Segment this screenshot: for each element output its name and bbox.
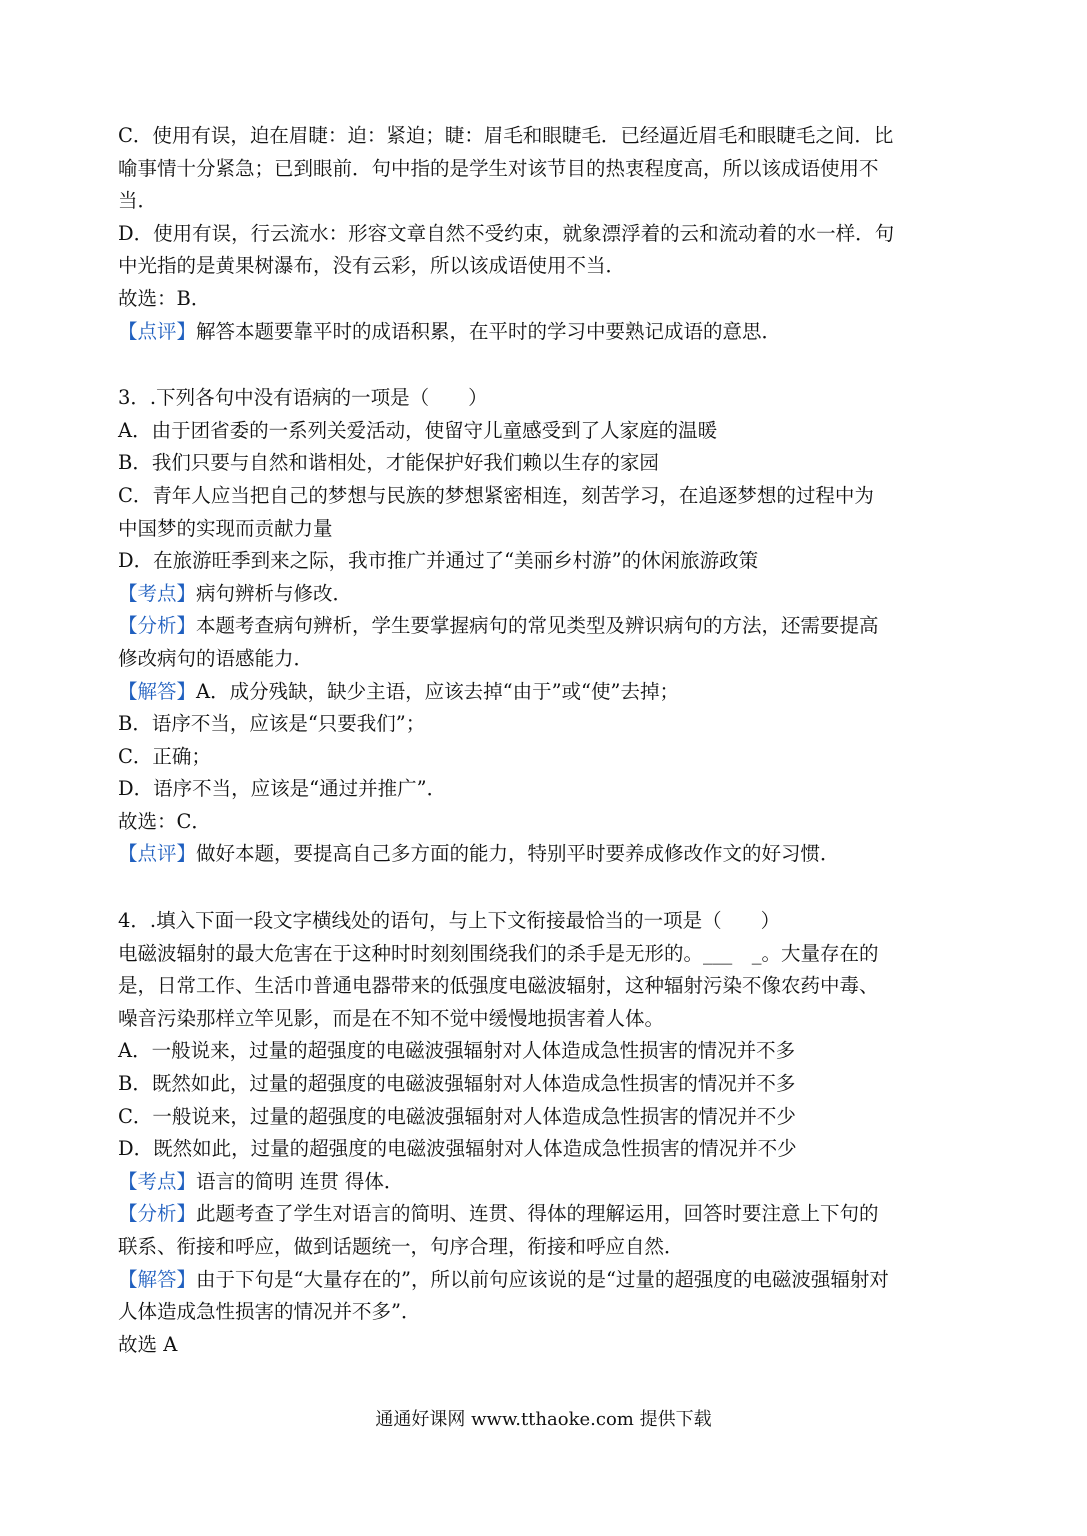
line-text: B．语序不当，应该是“只要我们”； (118, 712, 426, 736)
line-text: 喻事情十分紧急；已到眼前．句中指的是学生对该节目的热衷程度高，所以该成语使用不 (118, 156, 879, 180)
text-line (118, 970, 974, 1003)
line-text: C．青年人应当把自己的梦想与民族的梦想紧密相连，刻苦学习，在追逐梦想的过程中为 (118, 483, 874, 507)
text-line (118, 513, 974, 546)
text-line (118, 316, 974, 349)
text-line (118, 250, 974, 283)
text-line (118, 120, 974, 153)
line-text: B．既然如此，过量的超强度的电磁波强辐射对人体造成急性损害的情况并不多 (118, 1072, 796, 1096)
text-line (118, 938, 974, 971)
text-line (118, 1264, 974, 1297)
text-line (118, 1035, 974, 1068)
text-line (118, 773, 974, 806)
line-text: 是，日常工作、生活巾普通电器带来的低强度电磁波辐射，这种辐射污染不像农药中毒、 (118, 974, 879, 998)
text-line (118, 1133, 974, 1166)
line-text: C．正确； (118, 744, 211, 768)
text-line (118, 905, 974, 938)
text-line (118, 382, 974, 415)
text-line (118, 1068, 974, 1101)
section-tag: 【解答】 (118, 679, 197, 703)
text-line (118, 415, 974, 448)
line-text: D．既然如此，过量的超强度的电磁波强辐射对人体造成急性损害的情况并不少 (118, 1137, 797, 1161)
section-tag: 【分析】 (118, 1202, 197, 1226)
line-text: 本题考查病句辨析，学生要掌握病句的常见类型及辨识病句的方法，还需要提高 (196, 614, 879, 638)
document-body (118, 120, 974, 1361)
section-tag: 【考点】 (118, 581, 197, 605)
text-line (118, 708, 974, 741)
text-line (118, 480, 974, 513)
text-line (118, 643, 974, 676)
text-line (118, 1198, 974, 1231)
line-text: 电磁波辐射的最大危害在于这种时时刻刻围绕我们的杀手是无形的。___ _。大量存在的 (118, 941, 879, 965)
text-line (118, 1003, 974, 1036)
text-line (118, 447, 974, 480)
line-text: B．我们只要与自然和谐相处，才能保护好我们赖以生存的家园 (118, 451, 659, 475)
line-text: 语言的简明 连贯 得体． (196, 1169, 404, 1193)
section-tag: 【考点】 (118, 1169, 197, 1193)
line-text: 中光指的是黄果树瀑布，没有云彩，所以该成语使用不当． (118, 254, 626, 278)
line-text: 3．.下列各句中没有语病的一项是（ ） (118, 386, 488, 410)
line-text: 由于下句是“大量存在的”，所以前句应该说的是“过量的超强度的电磁波强辐射对 (196, 1267, 889, 1291)
paragraph-gap (118, 348, 974, 382)
text-line (118, 838, 974, 871)
text-line (118, 1231, 974, 1264)
text-line (118, 153, 974, 186)
text-line (118, 806, 974, 839)
line-text: D．在旅游旺季到来之际，我市推广并通过了“美丽乡村游”的休闲旅游政策 (118, 549, 759, 573)
text-line (118, 283, 974, 316)
section-tag: 【点评】 (118, 319, 197, 343)
text-line (118, 545, 974, 578)
line-text: C．使用有误，迫在眉睫：迫：紧迫；睫：眉毛和眼睫毛．已经逼近眉毛和眼睫毛之间．比 (118, 124, 894, 147)
line-text: A．一般说来，过量的超强度的电磁波强辐射对人体造成急性损害的情况并不多 (118, 1039, 796, 1063)
line-text: 做好本题，要提高自己多方面的能力，特别平时要养成修改作文的好习惯． (196, 842, 840, 866)
line-text: 修改病句的语感能力． (118, 646, 314, 670)
line-text: 噪音污染那样立竿见影，而是在不知不觉中缓慢地损害着人体。 (118, 1006, 665, 1030)
line-text: 中国梦的实现而贡献力量 (118, 516, 333, 540)
paragraph-gap (118, 871, 974, 905)
line-text: 故选：C． (118, 809, 211, 833)
text-line (118, 218, 974, 251)
line-text: 联系、衔接和呼应，做到话题统一，句序合理，衔接和呼应自然． (118, 1235, 684, 1258)
text-line (118, 610, 974, 643)
section-tag: 【点评】 (118, 842, 197, 866)
line-text: C．一般说来，过量的超强度的电磁波强辐射对人体造成急性损害的情况并不少 (118, 1104, 796, 1128)
text-line (118, 1101, 974, 1134)
text-line (118, 1166, 974, 1199)
line-text: 故选：B． (118, 286, 211, 310)
text-line (118, 185, 974, 218)
line-text: 病句辨析与修改． (196, 581, 353, 605)
page-footer: 通通好课网 www.tthaoke.com 提供下载 (375, 1409, 712, 1430)
line-text: D．使用有误，行云流水：形容文章自然不受约束，就象漂浮着的云和流动着的水一样．句 (118, 221, 895, 245)
line-text: A．成分残缺，缺少主语，应该去掉“由于”或“使”去掉； (196, 679, 679, 703)
line-text: 人体造成急性损害的情况并不多”． (118, 1300, 421, 1324)
section-tag: 【分析】 (118, 614, 197, 638)
line-text: A．由于团省委的一系列关爱活动，使留守儿童感受到了人家庭的温暖 (118, 418, 718, 442)
text-line (118, 741, 974, 774)
section-tag: 【解答】 (118, 1267, 197, 1291)
text-line (118, 578, 974, 611)
text-line (118, 676, 974, 709)
text-line (118, 1296, 974, 1329)
line-text: 4．.填入下面一段文字横线处的语句，与上下文衔接最恰当的一项是（ ） (118, 909, 781, 933)
line-text: 故选 A (118, 1332, 178, 1356)
line-text: 解答本题要靠平时的成语积累，在平时的学习中要熟记成语的意思． (196, 319, 782, 343)
line-text: D．语序不当，应该是“通过并推广”． (118, 777, 447, 801)
line-text: 当． (118, 189, 158, 213)
text-line (118, 1329, 974, 1362)
line-text: 此题考查了学生对语言的简明、连贯、得体的理解运用，回答时要注意上下句的 (196, 1202, 879, 1226)
